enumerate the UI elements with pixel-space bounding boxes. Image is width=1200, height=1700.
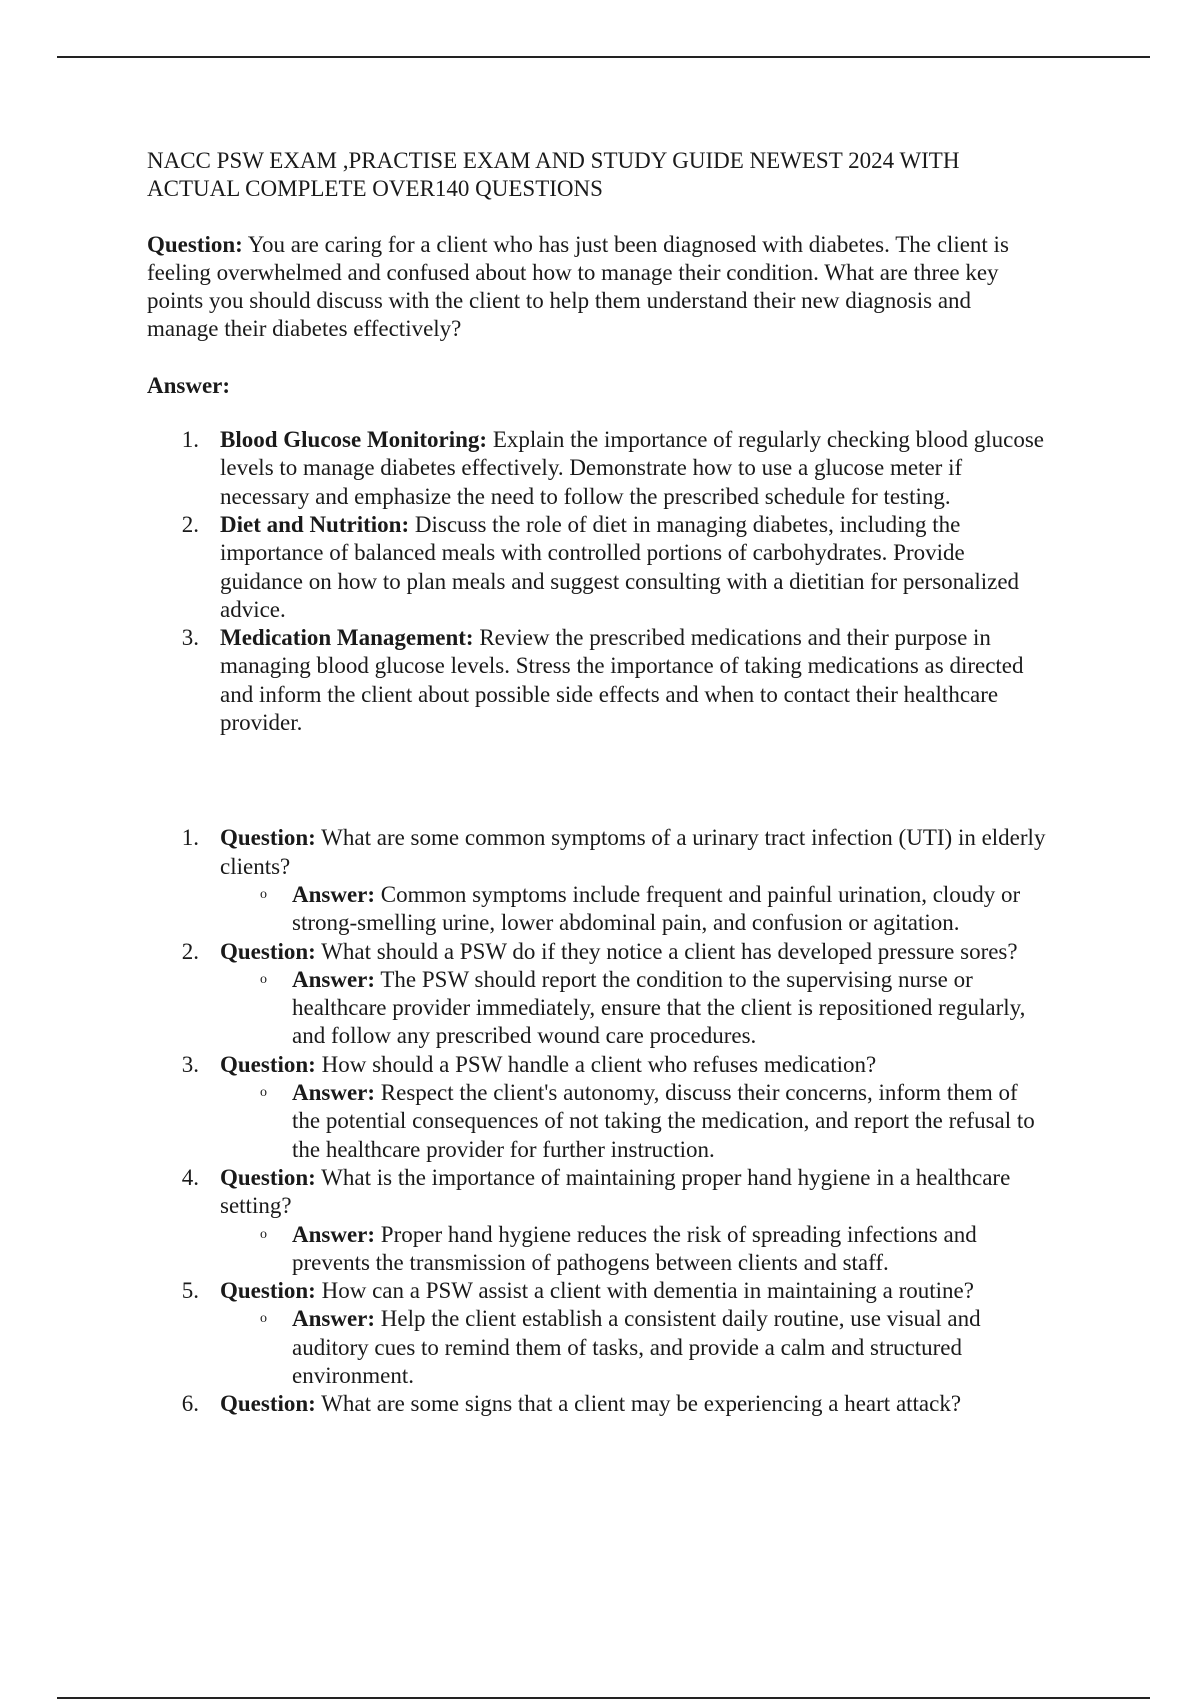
qa-item — [147, 938, 1147, 1051]
answer — [220, 1221, 1147, 1278]
question-text: What is the importance of maintaining proper hand hygiene in a healthcare setting? — [220, 1164, 1011, 1219]
qa-item — [147, 1390, 1147, 1418]
answer-label: Answer: — [292, 881, 376, 907]
answer-text: Proper hand hygiene reduces the risk of spreading infections and prevents the transmission of pathogens between clients and staff. — [292, 1221, 977, 1275]
circle-bullet-icon: o — [260, 1085, 267, 1101]
question-label: Question: — [220, 1391, 316, 1417]
answer-label: Answer: — [292, 1221, 376, 1247]
answer — [220, 881, 1147, 938]
intro-question — [147, 231, 1147, 344]
question-text: How should a PSW handle a client who refuses medication? — [315, 1051, 877, 1077]
question: 1. Question: What are some common symptoms of a urinary tract infection (UTI) in elderly clients? — [181, 825, 1046, 879]
answer-text: The PSW should report the condition to the supervising nurse or healthcare provider immediately, ensure that the client is repositioned regularly, and follow any prescribed wound care procedures. — [292, 966, 1026, 1049]
bottom-rule — [57, 1697, 1150, 1699]
question: 3. Question: How should a PSW handle a client who refuses medication? — [181, 1051, 877, 1077]
document-title: NACC PSW EXAM ,PRACTISE EXAM AND STUDY GUIDE NEWEST 2024 WITH ACTUAL COMPLETE OVER140 QUESTIONS — [147, 148, 960, 202]
question: 4. Question: What is the importance of maintaining proper hand hygiene in a healthcare setting? — [181, 1164, 1011, 1219]
question-label: Question: — [220, 938, 316, 964]
question-label: Question: — [220, 1278, 316, 1304]
question-label: Question: — [220, 1051, 316, 1077]
key-points-list — [147, 426, 1147, 737]
qa-item — [147, 1051, 1147, 1164]
question-text: What are some common symptoms of a urinary tract infection (UTI) in elderly clients? — [220, 825, 1046, 879]
circle-bullet-icon: o — [260, 971, 267, 987]
list-item: 1. Blood Glucose Monitoring: Explain the importance of regularly checking blood glucose levels to manage diabetes effectively. Demonstrate how to use a glucose meter if necessary and emphasize the need to follow the prescribed schedule for testing. — [181, 427, 1044, 509]
answer-label: Answer: — [292, 1306, 376, 1332]
top-rule — [57, 56, 1150, 58]
question: 5. Question: How can a PSW assist a client with dementia in maintaining a routine? — [181, 1278, 974, 1304]
list-item: 3. Medication Management: Review the prescribed medications and their purpose in managing blood glucose levels. Stress the importance of taking medications as directed and inform the client about possible side effects and when to contact their healthcare provider. — [181, 625, 1024, 736]
circle-bullet-icon: o — [260, 1311, 267, 1327]
answer — [220, 966, 1147, 1051]
answer-label: Answer: — [292, 1080, 376, 1106]
circle-bullet-icon: o — [260, 886, 267, 902]
answer-heading: Answer: — [147, 372, 231, 398]
qa-item — [147, 1164, 1147, 1277]
question-text: What should a PSW do if they notice a client has developed pressure sores? — [315, 938, 1018, 964]
answer — [220, 1305, 1147, 1390]
question-label: Question: — [220, 1164, 316, 1190]
question-text: You are caring for a client who has just been diagnosed with diabetes. The client is feeling overwhelmed and confused about how to manage their condition. What are three key points you should discuss with the client to help them understand their new diagnosis and manage their diabetes effectively? — [147, 231, 1009, 342]
question-label: Question: — [147, 231, 243, 257]
list-item: 2. Diet and Nutrition: Discuss the role of diet in managing diabetes, including the importance of balanced meals with controlled portions of carbohydrates. Provide guidance on how to plan meals and suggest consulting with a dietitian for personalized advice. — [181, 511, 1020, 622]
question: 6. Question: What are some signs that a client may be experiencing a heart attack? — [181, 1391, 962, 1417]
answer — [220, 1079, 1147, 1164]
qa-item — [147, 1277, 1147, 1390]
circle-bullet-icon: o — [260, 1226, 267, 1242]
qa-list — [147, 824, 1147, 1418]
answer-text: Respect the client's autonomy, discuss their concerns, inform them of the potential consequences of not taking the medication, and report the refusal to the healthcare provider for further instruction. — [292, 1080, 1035, 1162]
question-text: What are some signs that a client may be experiencing a heart attack? — [315, 1391, 962, 1417]
document-body — [147, 147, 1147, 1419]
qa-item — [147, 824, 1147, 937]
answer-text: Common symptoms include frequent and painful urination, cloudy or strong-smelling urine, lower abdominal pain, and confusion or agitation. — [292, 881, 1021, 936]
question-label: Question: — [220, 825, 316, 851]
answer-label: Answer: — [292, 966, 376, 992]
question-text: How can a PSW assist a client with dementia in maintaining a routine? — [315, 1278, 974, 1304]
answer-text: Help the client establish a consistent daily routine, use visual and auditory cues to remind them of tasks, and provide a calm and structured environment. — [292, 1306, 981, 1388]
question: 2. Question: What should a PSW do if they notice a client has developed pressure sores? — [181, 938, 1018, 964]
